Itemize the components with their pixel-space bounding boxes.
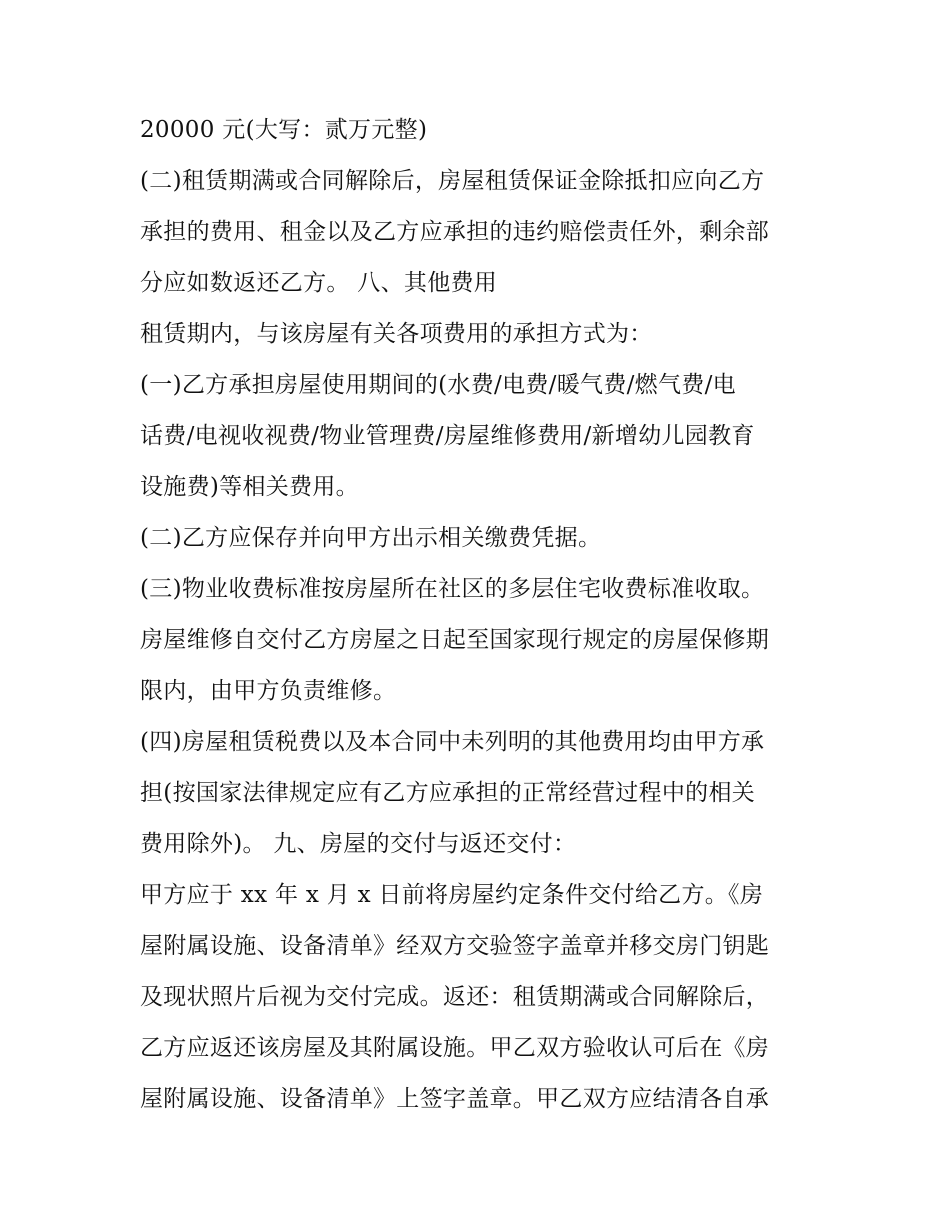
text-line: 及现状照片后视为交付完成。返还：租赁期满或合同解除后， xyxy=(140,984,770,1010)
text-line: 房屋维修自交付乙方房屋之日起至国家现行规定的房屋保修期 xyxy=(140,627,770,653)
text-line: 承担的费用、租金以及乙方应承担的违约赔偿责任外，剩余部 xyxy=(140,219,770,245)
text-line: 分应如数返还乙方。 八、其他费用 xyxy=(140,270,498,296)
text-line: (一)乙方承担房屋使用期间的(水费/电费/暖气费/燃气费/电 xyxy=(140,372,736,398)
text-line: 屋附属设施、设备清单》经双方交验签字盖章并移交房门钥匙 xyxy=(140,933,770,959)
text-line: 费用除外)。 九、房屋的交付与返还交付： xyxy=(140,831,577,857)
text-line: 20000 元(大写：贰万元整) xyxy=(140,117,428,143)
text-line: 限内，由甲方负责维修。 xyxy=(140,678,397,704)
text-line: 话费/电视收视费/物业管理费/房屋维修费用/新增幼儿园教育 xyxy=(140,423,755,449)
text-line: 担(按国家法律规定应有乙方应承担的正常经营过程中的相关 xyxy=(140,780,756,806)
text-line: (二)乙方应保存并向甲方出示相关缴费凭据。 xyxy=(140,525,602,551)
contract-text-body xyxy=(140,108,830,1128)
text-line: 乙方应返还该房屋及其附属设施。甲乙双方验收认可后在《房 xyxy=(140,1035,770,1061)
text-line: 屋附属设施、设备清单》上签字盖章。甲乙双方应结清各自承 xyxy=(140,1086,770,1112)
text-line: (三)物业收费标准按房屋所在社区的多层住宅收费标准收取。 xyxy=(140,576,765,602)
text-line: 租赁期内，与该房屋有关各项费用的承担方式为： xyxy=(140,321,653,347)
text-line: (二)租赁期满或合同解除后，房屋租赁保证金除抵扣应向乙方 xyxy=(140,168,765,194)
text-line: 设施费)等相关费用。 xyxy=(140,474,359,500)
text-line: 甲方应于 xx 年 x 月 x 日前将房屋约定条件交付给乙方。《房 xyxy=(140,882,764,908)
text-line: (四)房屋租赁税费以及本合同中未列明的其他费用均由甲方承 xyxy=(140,729,765,755)
